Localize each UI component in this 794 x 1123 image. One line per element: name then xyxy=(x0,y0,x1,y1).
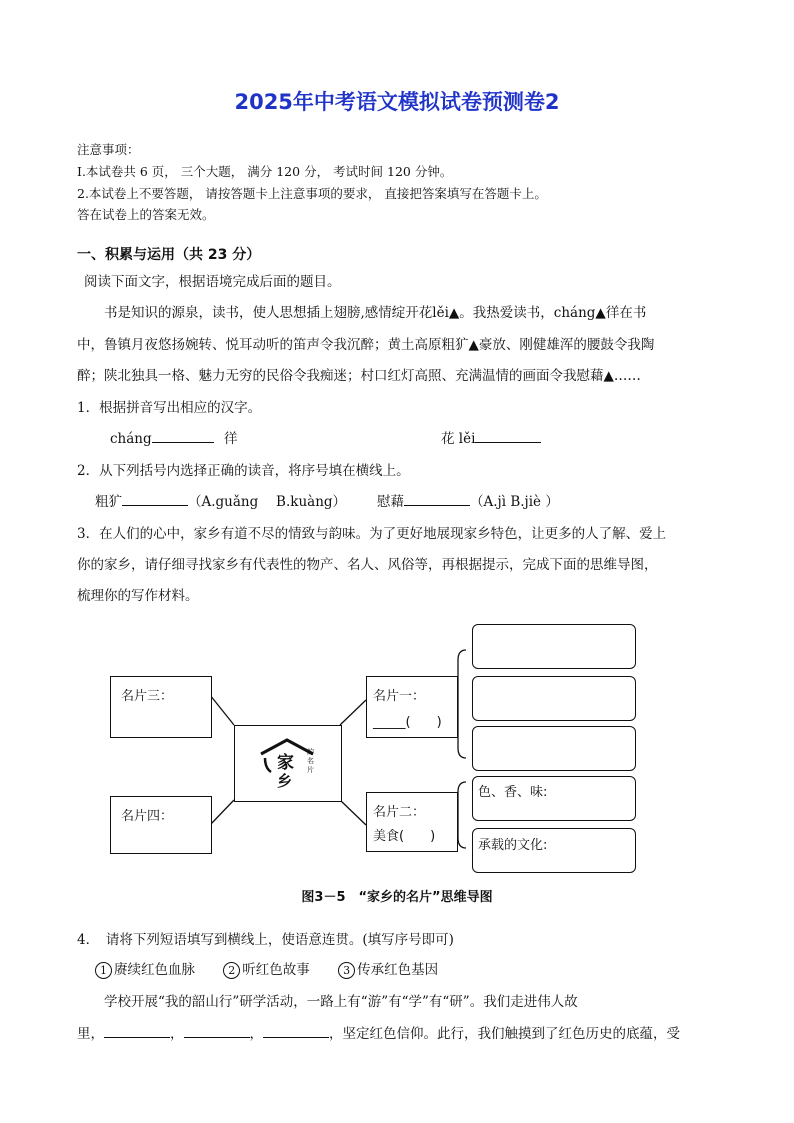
question-4: 4． 请将下列短语填写到横线上，使语意连贯。(填写序号即可) xyxy=(77,932,454,948)
q4-para-start: 里， xyxy=(77,1026,104,1042)
notice-line-3: 答在试卷上的答案无效。 xyxy=(77,207,215,222)
q2-item-2 xyxy=(377,490,559,510)
card-4-box[interactable] xyxy=(110,796,212,854)
q4-para-end: ，坚定红色信仰。此行，我们触摸到了红色历史的底蕴，受 xyxy=(329,1026,680,1042)
q4-option-1 xyxy=(95,962,195,978)
q1-left-item xyxy=(110,427,237,447)
q2-blank-1[interactable] xyxy=(122,491,188,506)
q4-options xyxy=(95,958,438,979)
q1-left-blank[interactable] xyxy=(152,428,214,443)
q1-left-char: 徉 xyxy=(223,431,238,447)
section-heading: 一、积累与运用（共 23 分） xyxy=(77,247,261,263)
page-title: 2025年中考语文模拟试卷预测卷2 xyxy=(234,90,560,114)
card-2-culture-label: 承载的文化: xyxy=(478,838,548,853)
q1-right-prefix: 花 lěi xyxy=(441,431,476,447)
question-3-line-2: 你的家乡，请仔细寻找家乡有代表性的物产、名人、风俗等，再根据提示，完成下面的思维导图， xyxy=(77,557,658,573)
card-1-detail-box-2[interactable] xyxy=(472,676,636,721)
center-char-xiang: 乡 xyxy=(277,772,293,790)
question-1: 1．根据拼音写出相应的汉字。 xyxy=(77,400,262,416)
question-2: 2．从下列括号内选择正确的读音，将序号填在横线上。 xyxy=(77,463,410,479)
q2-word-2: 慰藉 xyxy=(377,494,404,510)
q2-options-2: （A.jì B.jiè ） xyxy=(470,494,559,510)
q1-left-pinyin: cháng xyxy=(110,431,152,447)
card-1-detail-box-3[interactable] xyxy=(472,726,636,771)
notice-line-1: I.本试卷共 6 页， 三个大题， 满分 120 分， 考试时间 120 分钟。 xyxy=(77,164,453,179)
card-1-detail-box-1[interactable] xyxy=(472,624,636,669)
q1-right-item xyxy=(441,427,541,447)
card-1-sub: _____( ) xyxy=(373,715,442,730)
q4-blank-1[interactable] xyxy=(104,1023,170,1038)
center-char-jia: 家 xyxy=(277,753,294,773)
notice-heading: 注意事项： xyxy=(77,142,140,157)
mind-map xyxy=(110,620,650,853)
notice-line-2: 2.本试卷上不要答题， 请按答题卡上注意事项的要求， 直接把答案填写在答题卡上。 xyxy=(77,186,547,201)
center-small-text: 的名片 xyxy=(307,748,314,774)
card-3-label: 名片三： xyxy=(121,689,174,704)
passage-line-2: 中，鲁镇月夜悠扬婉转、悦耳动听的笛声令我沉醉；黄土高原粗犷▲豪放、刚健雄浑的腰鼓令我陶 xyxy=(77,337,655,353)
card-2-color-label: 色、香、味: xyxy=(478,785,548,800)
card-1-label: 名片一： xyxy=(373,689,426,704)
card-3-box[interactable] xyxy=(110,676,212,738)
q4-option-2-num: 2 xyxy=(223,962,240,979)
q2-options-1: （A.guǎng B.kuàng） xyxy=(188,494,347,510)
passage-line-3: 醉；陕北独具一格、魅力无穷的民俗令我痴迷；村口红灯高照、充满温情的画面令我慰藉▲…… xyxy=(77,368,641,384)
q4-option-1-label: 赓续红色血脉 xyxy=(114,962,195,978)
q4-option-2-label: 听红色故事 xyxy=(242,962,310,978)
q4-option-3 xyxy=(338,962,438,978)
card-2-sub: 美食( ) xyxy=(373,829,436,844)
question-3-line-1: 3．在人们的心中，家乡有道不尽的情致与韵味。为了更好地展现家乡特色，让更多的人了解、爱上 xyxy=(77,526,667,542)
q4-option-2 xyxy=(223,962,310,978)
q4-option-3-label: 传承红色基因 xyxy=(357,962,439,978)
q4-option-1-num: 1 xyxy=(95,962,112,979)
q4-blank-2[interactable] xyxy=(184,1023,250,1038)
q2-item-1 xyxy=(95,490,346,510)
center-box xyxy=(234,725,342,802)
card-2-label: 名片二： xyxy=(373,805,426,820)
q1-right-blank[interactable] xyxy=(475,428,541,443)
q4-paragraph-line-2: 里， ， ， ，坚定红色信仰。此行，我们触摸到了红色历史的底蕴，受 xyxy=(77,1022,680,1042)
q4-option-3-num: 3 xyxy=(338,962,355,979)
diagram-caption: 图3－5 “家乡的名片”思维导图 xyxy=(301,890,493,905)
q2-word-1: 粗犷 xyxy=(95,494,122,510)
card-2-color-box[interactable] xyxy=(472,776,636,821)
q4-blank-3[interactable] xyxy=(263,1023,329,1038)
q2-blank-2[interactable] xyxy=(404,491,470,506)
card-1-box[interactable] xyxy=(366,676,458,738)
card-2-box[interactable] xyxy=(366,792,458,852)
q4-paragraph-line-1: 学校开展“我的韶山行”研学活动，一路上有“游”有“学”有“研”。我们走进伟人故 xyxy=(104,994,578,1010)
question-3-line-3: 梳理你的写作材料。 xyxy=(77,588,199,604)
passage-line-1: 书是知识的源泉，读书，使人思想插上翅膀,感情绽开花lěi▲。我热爱读书，cháng▲徉在书 xyxy=(104,305,647,321)
section-intro: 阅读下面文字，根据语境完成后面的题目。 xyxy=(84,274,341,290)
card-4-label: 名片四： xyxy=(121,809,174,824)
card-2-culture-box[interactable] xyxy=(472,828,636,873)
